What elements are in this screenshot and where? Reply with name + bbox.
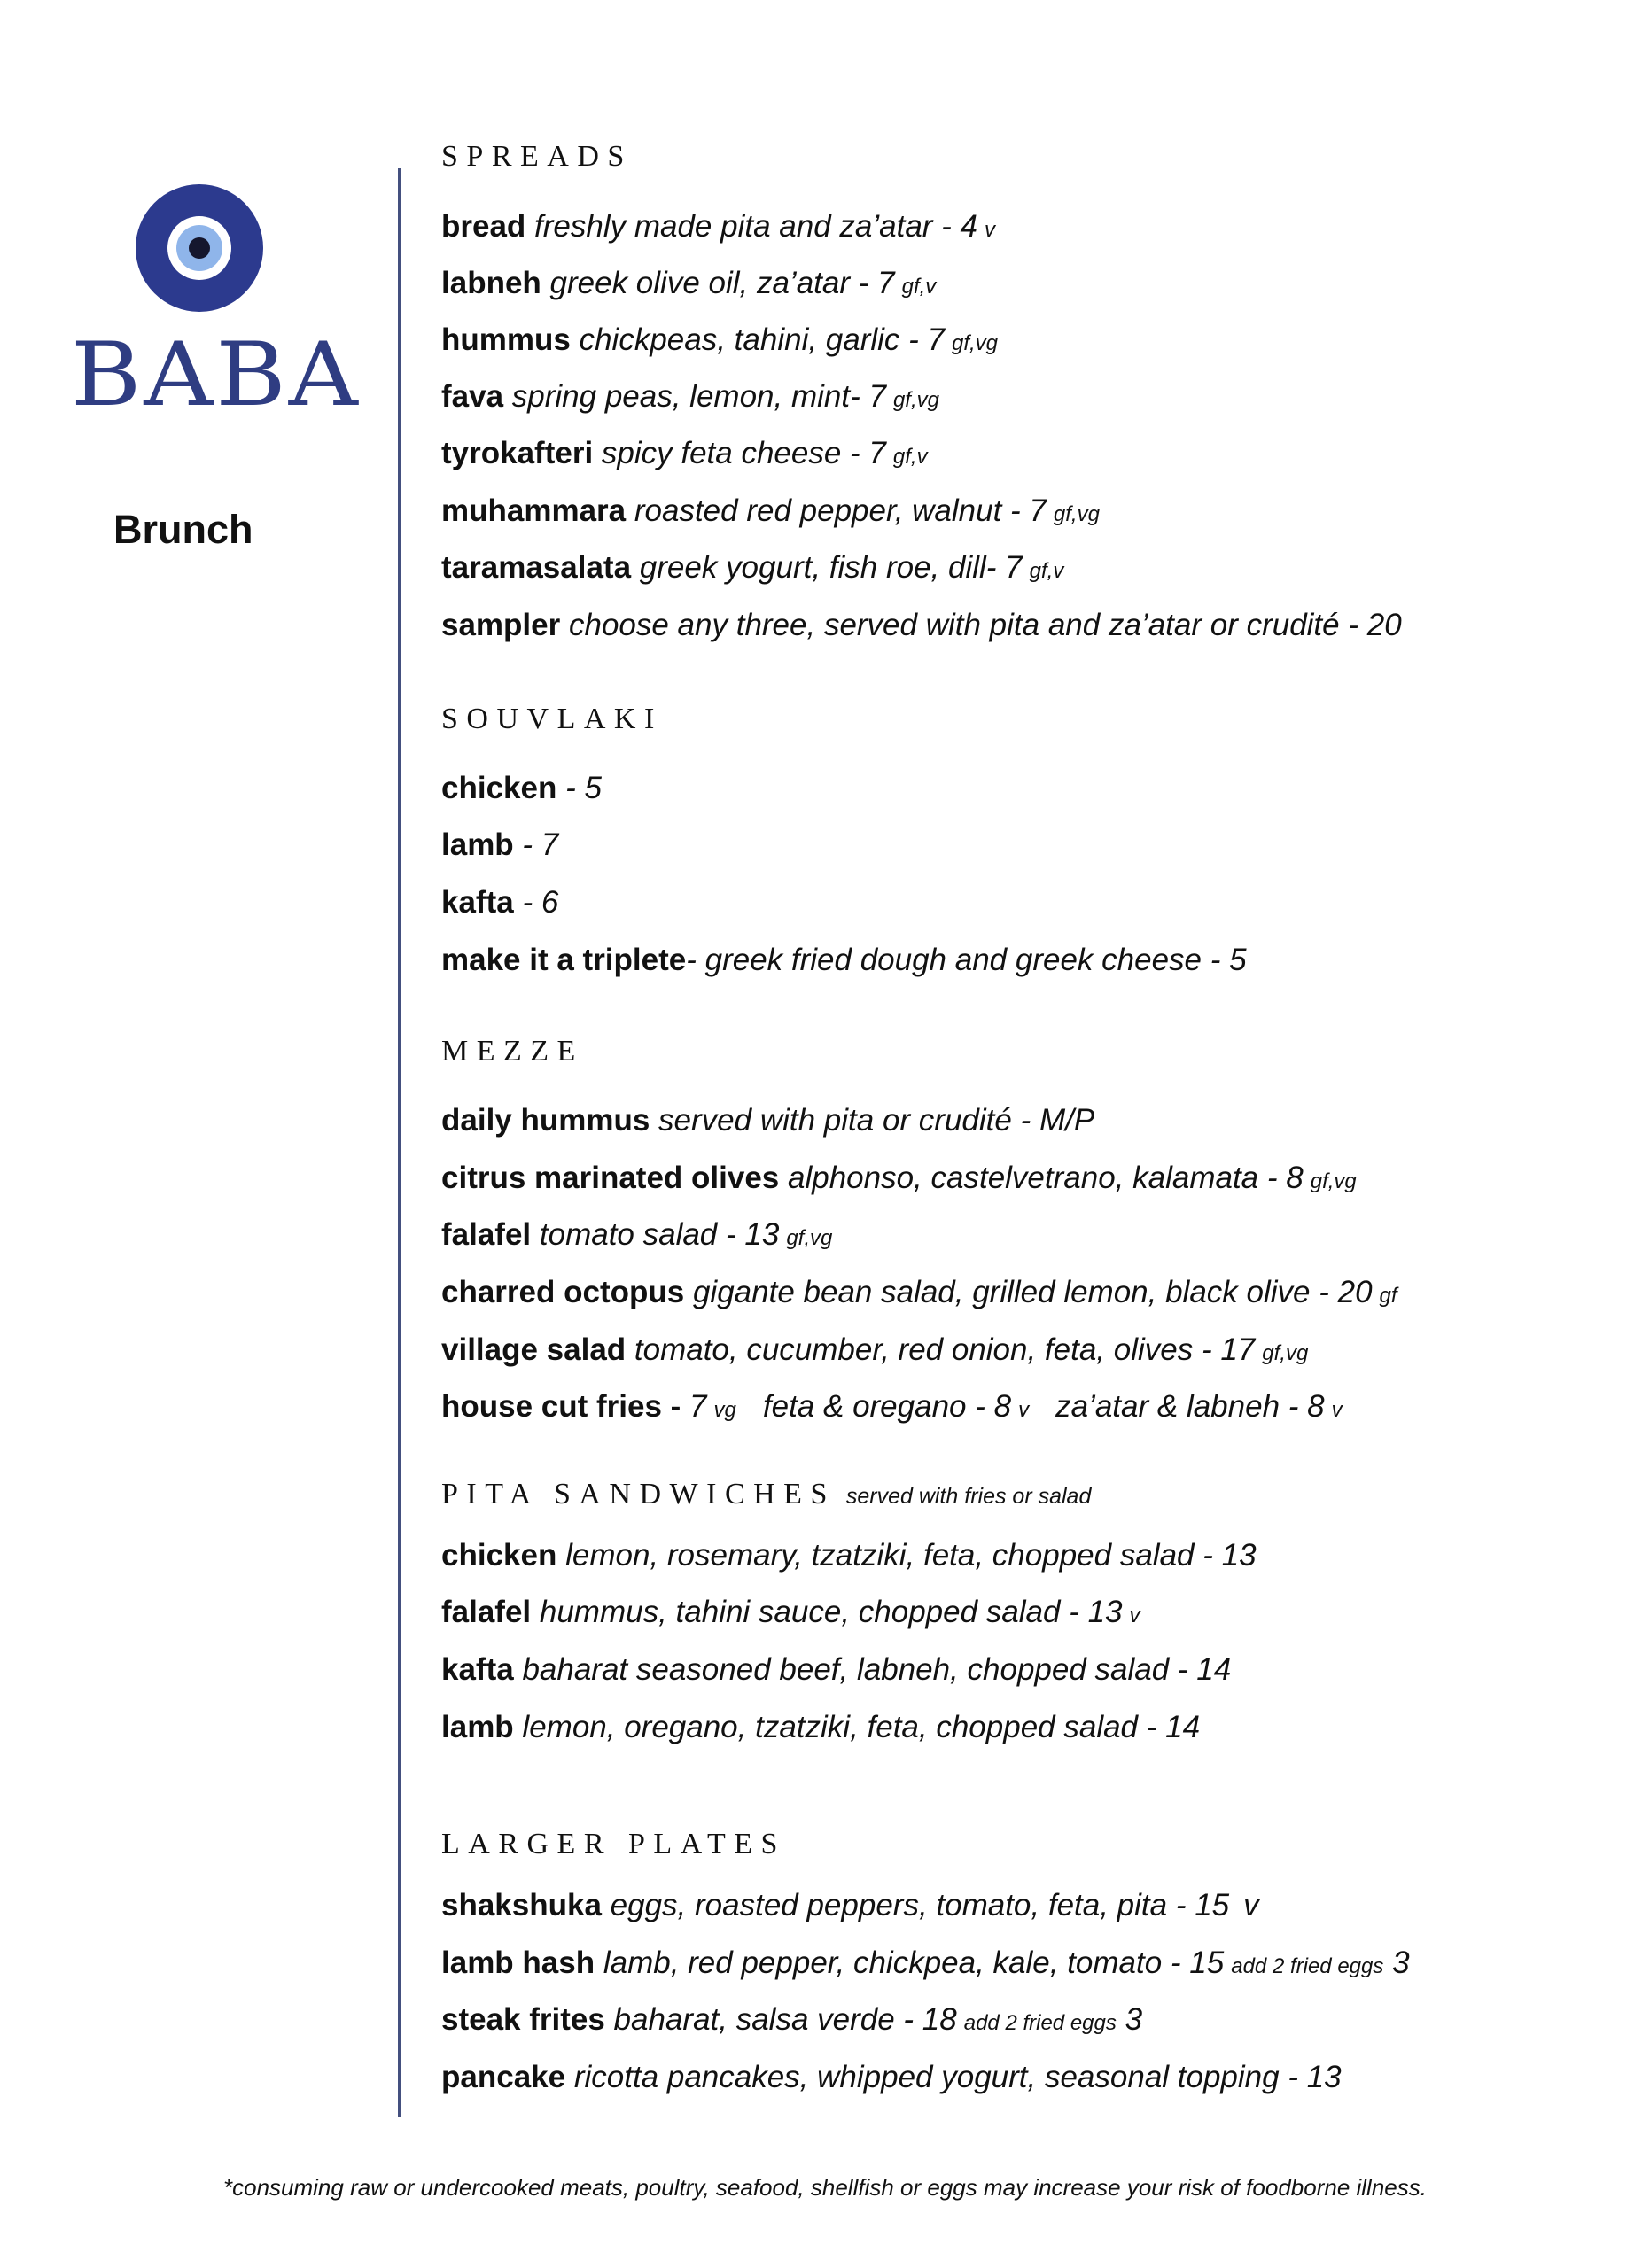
divider-line	[398, 168, 401, 2117]
item-desc: ricotta pancakes, whipped yogurt, seasonal topping - 13	[565, 2060, 1342, 2094]
menu-subtitle: Brunch	[113, 507, 253, 552]
item-name: muhammara	[441, 493, 627, 528]
menu-item	[441, 266, 936, 301]
diet-tag: v	[1018, 1398, 1030, 1422]
diet-tag: gf,vg	[1262, 1341, 1309, 1365]
menu-item	[441, 1275, 1397, 1310]
menu-item	[441, 436, 928, 471]
menu-item	[441, 1332, 1308, 1368]
item-name: taramasalata	[441, 550, 632, 585]
diet-tag: gf,v	[1029, 559, 1064, 583]
item-name: falafel	[441, 1595, 532, 1629]
item-name: fava	[441, 379, 504, 414]
menu-item	[441, 608, 1402, 643]
menu-item	[441, 2002, 1142, 2038]
item-price: 7	[681, 1389, 707, 1424]
menu-item	[441, 1652, 1231, 1688]
menu-item	[441, 1217, 832, 1253]
item-name: chicken	[441, 1538, 557, 1573]
item-name: bread	[441, 209, 526, 244]
section-heading-souvlaki: SOUVLAKI	[441, 703, 663, 735]
item-name: house cut fries -	[441, 1389, 681, 1424]
item-desc: - 6	[513, 885, 559, 920]
item-name: kafta	[441, 1652, 514, 1687]
item-desc: greek yogurt, fish roe, dill- 7	[631, 550, 1023, 585]
diet-tag: v	[1331, 1398, 1343, 1422]
item-desc: chickpeas, tahini, garlic - 7	[570, 322, 945, 357]
item-desc: baharat, salsa verde - 18	[604, 2002, 957, 2037]
brand-wordmark: BABA	[71, 324, 361, 427]
item-name: lamb	[441, 1710, 514, 1744]
menu-item	[441, 1946, 1410, 1981]
item-name: village salad	[441, 1332, 627, 1367]
item-desc: hummus, tahini sauce, chopped salad - 13	[531, 1595, 1123, 1629]
diet-tag: v	[985, 218, 996, 242]
diet-tag: gf,vg	[1053, 502, 1100, 526]
item-desc: served with pita or crudité - M/P	[650, 1103, 1095, 1138]
footnote-disclaimer: *consuming raw or undercooked meats, poultry, seafood, shellfish or eggs may increase your risk of foodborne illness.	[223, 2174, 1427, 2201]
fries-option: za’atar & labneh - 8	[1055, 1389, 1325, 1424]
diet-tag: gf,vg	[786, 1226, 833, 1250]
item-name: daily hummus	[441, 1103, 650, 1138]
item-desc: alphonso, castelvetrano, kalamata - 8	[779, 1161, 1304, 1195]
menu-item	[441, 1538, 1257, 1573]
item-desc: roasted red pepper, walnut - 7	[626, 493, 1047, 528]
item-name: labneh	[441, 266, 541, 300]
menu-item	[441, 943, 1247, 978]
item-name: hummus	[441, 322, 571, 357]
menu-item	[441, 1103, 1094, 1138]
item-desc: lemon, oregano, tzatziki, feta, chopped salad - 14	[513, 1710, 1201, 1744]
item-name: pancake	[441, 2060, 566, 2094]
item-name: chicken	[441, 771, 557, 805]
item-desc: spicy feta cheese - 7	[593, 436, 886, 470]
section-note: served with fries or salad	[845, 1484, 1092, 1509]
item-desc: lamb, red pepper, chickpea, kale, tomato - 15	[595, 1946, 1225, 1980]
menu-item	[441, 771, 602, 806]
diet-tag: gf,v	[901, 275, 937, 299]
section-title: PITA SANDWICHES	[441, 1478, 836, 1511]
item-name: shakshuka	[441, 1888, 602, 1922]
menu-item	[441, 209, 995, 245]
menu-item	[441, 379, 939, 415]
addon-price: 3	[1383, 1946, 1410, 1980]
section-heading-larger-plates: LARGER PLATES	[441, 1828, 786, 1860]
menu-item	[441, 1710, 1200, 1745]
diet-tag: gf	[1379, 1284, 1397, 1308]
addon-price: 3	[1116, 2002, 1143, 2037]
item-desc: lemon, rosemary, tzatziki, feta, chopped salad - 13	[556, 1538, 1257, 1573]
item-desc: spring peas, lemon, mint- 7	[503, 379, 886, 414]
diet-tag: gf,vg	[892, 388, 939, 412]
item-name: make it a triplete	[441, 943, 687, 977]
fries-option: feta & oregano - 8	[762, 1389, 1012, 1424]
item-name: citrus marinated olives	[441, 1161, 780, 1195]
diet-tag: gf,vg	[952, 331, 999, 355]
item-desc: baharat seasoned beef, labneh, chopped salad - 14	[513, 1652, 1232, 1687]
menu-item	[441, 827, 558, 863]
menu-item	[441, 550, 1063, 586]
item-name: steak frites	[441, 2002, 605, 2037]
item-addon: add 2 fried eggs	[1231, 1954, 1384, 1978]
item-desc: freshly made pita and za’atar - 4	[525, 209, 978, 244]
section-heading-pita-sandwiches	[441, 1478, 1091, 1511]
menu-item-fries	[441, 1389, 1343, 1425]
diet-tag: v	[1243, 1888, 1259, 1922]
evil-eye-icon	[133, 182, 266, 315]
section-heading-spreads: SPREADS	[441, 140, 633, 173]
section-heading-mezze: MEZZE	[441, 1035, 584, 1068]
item-name: lamb hash	[441, 1946, 595, 1980]
menu-item	[441, 322, 998, 358]
item-addon: add 2 fried eggs	[963, 2011, 1117, 2035]
menu-item	[441, 493, 1100, 529]
menu-item	[441, 1595, 1140, 1630]
item-name: lamb	[441, 827, 514, 862]
item-name: charred octopus	[441, 1275, 685, 1309]
menu-item	[441, 2060, 1342, 2095]
item-desc: tomato, cucumber, red onion, feta, olives - 17	[626, 1332, 1256, 1367]
menu-item	[441, 885, 558, 920]
item-desc: choose any three, served with pita and za’atar or crudité - 20	[560, 608, 1402, 642]
item-name: kafta	[441, 885, 514, 920]
item-desc: - greek fried dough and greek cheese - 5	[686, 943, 1247, 977]
item-desc: - 5	[556, 771, 602, 805]
item-desc: eggs, roasted peppers, tomato, feta, pita - 15	[601, 1888, 1230, 1922]
item-name: sampler	[441, 608, 561, 642]
item-name: tyrokafteri	[441, 436, 594, 470]
diet-tag: v	[1129, 1604, 1140, 1627]
item-desc: - 7	[513, 827, 559, 862]
item-name: falafel	[441, 1217, 532, 1252]
diet-tag: vg	[713, 1398, 736, 1422]
item-desc: tomato salad - 13	[531, 1217, 780, 1252]
diet-tag: gf,vg	[1310, 1169, 1357, 1193]
item-desc: gigante bean salad, grilled lemon, black olive - 20	[684, 1275, 1373, 1309]
menu-item	[441, 1888, 1259, 1923]
item-desc: greek olive oil, za’atar - 7	[541, 266, 895, 300]
diet-tag: gf,v	[892, 445, 928, 469]
menu-item	[441, 1161, 1357, 1196]
